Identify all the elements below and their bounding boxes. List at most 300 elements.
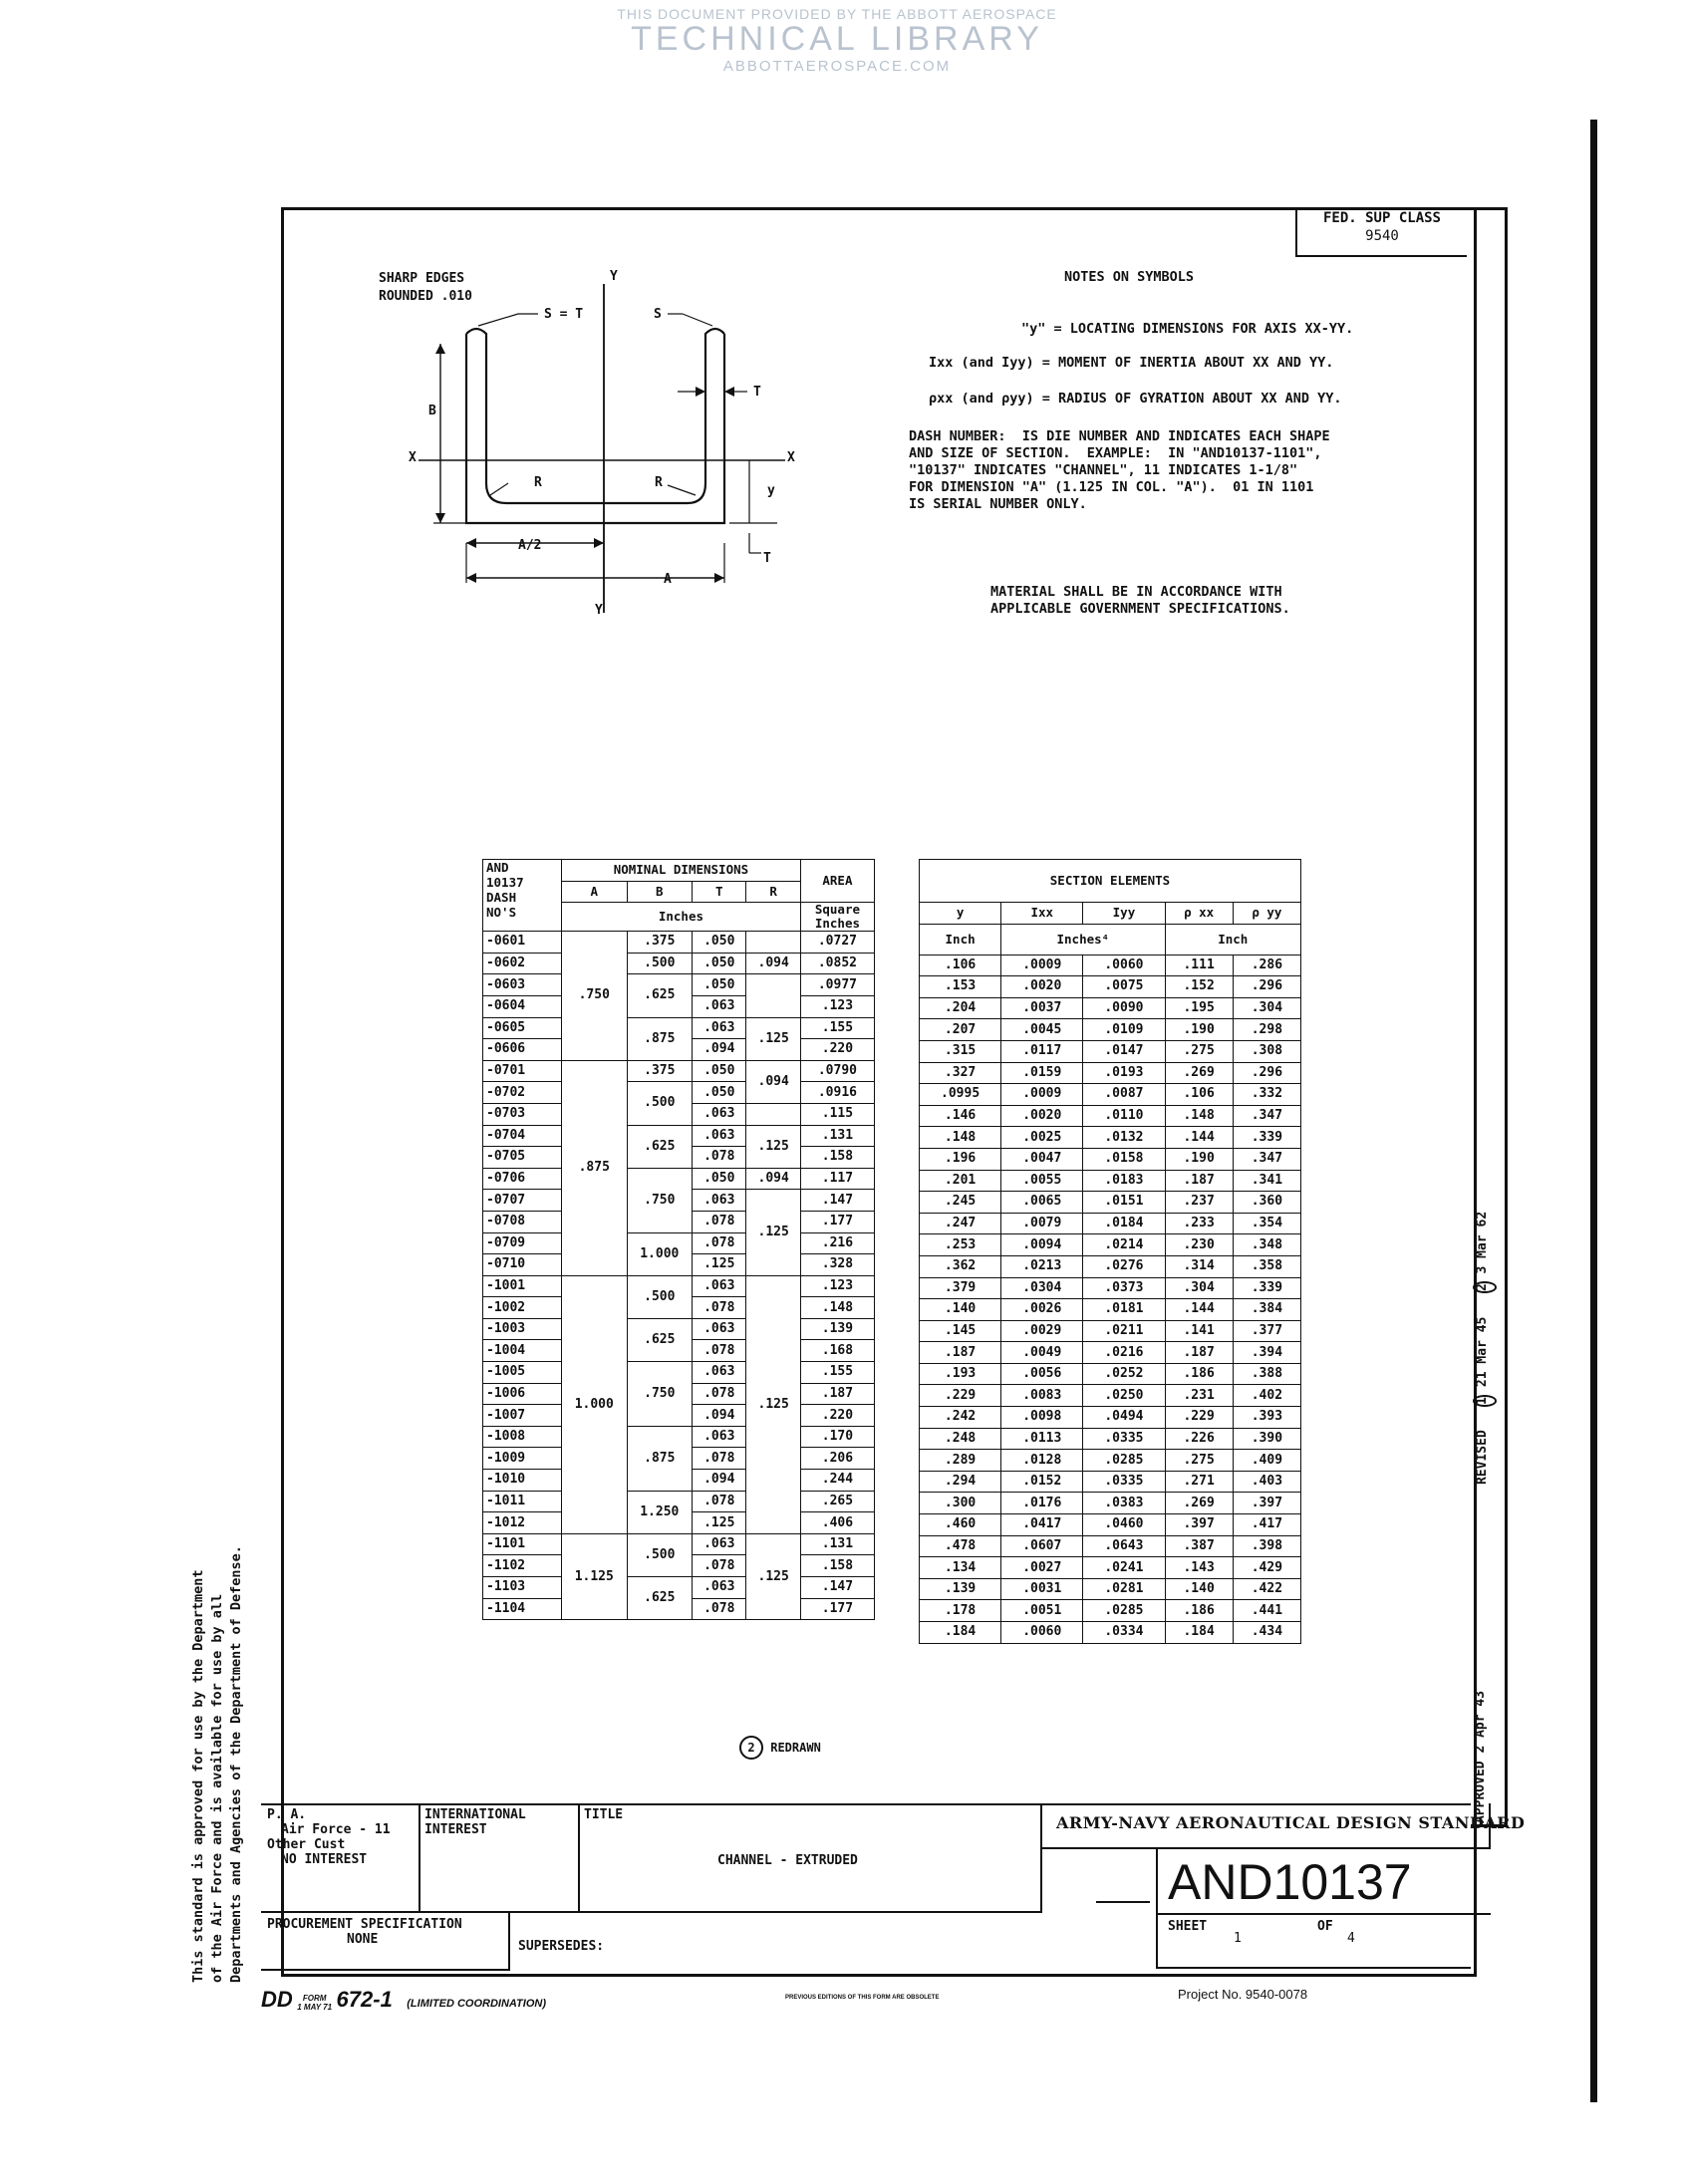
area-cell: .148 [800,1297,874,1319]
dash-number-cell: -1004 [483,1340,562,1362]
form-label: FORM [302,1993,327,2003]
left-flange-tip [466,329,486,349]
ixx-cell: .0117 [1001,1040,1083,1062]
pxx-cell: .269 [1165,1062,1233,1084]
pyy-cell: .358 [1233,1255,1300,1277]
table-row [483,1318,875,1340]
previous-editions-note: PREVIOUS EDITIONS OF THIS FORM ARE OBSOLETE [785,1995,940,2001]
dash-note-4: FOR DIMENSION "A" (1.125 IN COL. "A"). 01 IN 1101 [909,479,1314,495]
section-elements-header: SECTION ELEMENTS [920,860,1301,903]
table-row [920,1407,1301,1429]
dimension-t-cell: .078 [693,1211,746,1232]
b-header: B [627,881,693,903]
area-cell: .177 [800,1598,874,1620]
y-cell: .146 [920,1105,1001,1127]
pxx-cell: .140 [1165,1578,1233,1600]
dash-number-cell: -1001 [483,1275,562,1297]
dash-note-1: DASH NUMBER: IS DIE NUMBER AND INDICATES EACH SHAPE [909,428,1330,444]
dash-number-cell: -0604 [483,995,562,1017]
dash-number-cell: -1012 [483,1512,562,1534]
iyy-cell: .0643 [1083,1535,1165,1557]
y-cell: .134 [920,1557,1001,1579]
ixx-cell: .0065 [1001,1192,1083,1214]
fed-sup-class-value: 9540 [1365,228,1399,244]
dash-number-cell: -1005 [483,1362,562,1384]
pyy-cell: .354 [1233,1213,1300,1234]
dash-number-cell: -0704 [483,1125,562,1147]
ixx-cell: .0128 [1001,1450,1083,1472]
ixx-cell: .0026 [1001,1299,1083,1321]
dimension-t-cell: .063 [693,1275,746,1297]
redrawn-label: REDRAWN [770,1741,821,1755]
dimension-t-cell: .078 [693,1147,746,1169]
pyy-cell: .388 [1233,1363,1300,1385]
dash-number-cell: -0606 [483,1039,562,1061]
ixx-cell: .0029 [1001,1320,1083,1342]
area-cell: .155 [800,1017,874,1039]
dimension-r-cell: .094 [746,953,800,974]
dimension-t-cell: .050 [693,932,746,954]
dash-number-cell: -0701 [483,1060,562,1082]
iyy-cell: .0383 [1083,1493,1165,1514]
table-row [920,1600,1301,1622]
intl-label-2: INTEREST [424,1822,487,1837]
dd-label: DD [261,1987,293,2012]
dimension-t-cell: .063 [693,1103,746,1125]
ixx-cell: .0009 [1001,1084,1083,1106]
table-row [920,1277,1301,1299]
dimension-t-cell: .078 [693,1383,746,1405]
area-cell: .139 [800,1318,874,1340]
pxx-cell: .237 [1165,1192,1233,1214]
iyy-header: Iyy [1083,903,1165,925]
table-row [920,1450,1301,1472]
iyy-cell: .0250 [1083,1385,1165,1407]
area-cell: .187 [800,1383,874,1405]
iyy-cell: .0090 [1083,997,1165,1019]
dimension-b-cell: .500 [627,1275,693,1318]
dash-number-cell: -1006 [483,1383,562,1405]
y-cell: .140 [920,1299,1001,1321]
dimension-b-cell: 1.000 [627,1232,693,1275]
dash-number-cell: -0602 [483,953,562,974]
notes-title: NOTES ON SYMBOLS [1064,269,1195,285]
y-cell: .229 [920,1385,1001,1407]
table-row [920,1299,1301,1321]
table-row [920,1213,1301,1234]
standard-box [1040,1803,1526,1849]
area-header: AREA [800,860,874,903]
table-row [483,1533,875,1555]
pyy-cell: .441 [1233,1600,1300,1622]
dimension-r-cell: .125 [746,1533,800,1619]
area-cell: .0727 [800,932,874,954]
pxx-cell: .275 [1165,1040,1233,1062]
dimension-r-cell [746,974,800,1017]
dash-number-cell: -1104 [483,1598,562,1620]
dimension-r-cell: .094 [746,1168,800,1190]
approved-date: APPROVED 2 Apr 43 [1473,1690,1488,1823]
pxx-cell: .186 [1165,1363,1233,1385]
number-prefix-rule [1096,1901,1150,1903]
pyy-cell: .286 [1233,955,1300,976]
table-row [920,1493,1301,1514]
pyy-cell: .409 [1233,1450,1300,1472]
pyy-cell: .384 [1233,1299,1300,1321]
pa-no-interest: NO INTEREST [281,1852,368,1867]
pxx-cell: .187 [1165,1342,1233,1364]
dimension-b-cell: .625 [627,1577,693,1620]
x-label-left: X [409,450,417,465]
sheet-total: 4 [1347,1931,1355,1946]
document-number-box [1156,1847,1491,1915]
dash-number-cell: -0705 [483,1147,562,1169]
table-row [920,1557,1301,1579]
dimension-t-cell: .063 [693,995,746,1017]
sheet-label: SHEET [1168,1919,1208,1934]
y-cell: .187 [920,1342,1001,1364]
dimension-t-cell: .078 [693,1340,746,1362]
iyy-cell: .0211 [1083,1320,1165,1342]
pxx-cell: .144 [1165,1299,1233,1321]
dash-number-cell: -0708 [483,1211,562,1232]
y-cell: .289 [920,1450,1001,1472]
y-cell: .0995 [920,1084,1001,1106]
watermark-title: TECHNICAL LIBRARY [631,20,1043,58]
pyy-cell: .339 [1233,1127,1300,1149]
limited-coordination: (LIMITED COORDINATION) [407,1998,546,2010]
scan-edge-bar [1590,120,1597,2102]
revision-history [1473,1076,1497,1485]
dash-number-cell: -1003 [483,1318,562,1340]
ixx-cell: .0152 [1001,1471,1083,1493]
area-cell: .158 [800,1555,874,1577]
table-row [920,1428,1301,1450]
pxx-cell: .106 [1165,1084,1233,1106]
pxx-cell: .186 [1165,1600,1233,1622]
pxx-cell: .226 [1165,1428,1233,1450]
revision-1-marker: 1 [1473,1395,1497,1407]
pxx-cell: .271 [1165,1471,1233,1493]
sheet-number: 1 [1234,1931,1242,1946]
table-row [483,1426,875,1448]
table-row [920,1192,1301,1214]
dimension-t-cell: .050 [693,974,746,996]
area-cell: .216 [800,1232,874,1254]
area-cell: .115 [800,1103,874,1125]
iyy-cell: .0193 [1083,1062,1165,1084]
table-row [920,1535,1301,1557]
iyy-cell: .0158 [1083,1148,1165,1170]
dimension-a-cell: .750 [562,932,628,1061]
dimension-t-cell: .063 [693,1318,746,1340]
y-cell: .315 [920,1040,1001,1062]
standard-name: ARMY-NAVY AERONAUTICAL DESIGN STANDARD [1056,1813,1526,1832]
a-label: A [664,572,672,587]
fed-sup-class-box [1295,207,1467,257]
redrawn-note [739,1736,821,1760]
iyy-cell: .0109 [1083,1019,1165,1041]
table-row [920,1170,1301,1192]
t-header: T [693,881,746,903]
dash-number-cell: -1009 [483,1448,562,1470]
revised-label: REVISED [1475,1430,1490,1485]
dimension-t-cell: .050 [693,953,746,974]
iyy-cell: .0373 [1083,1277,1165,1299]
ixx-cell: .0020 [1001,976,1083,998]
ixx-cell: .0060 [1001,1622,1083,1644]
pyy-cell: .393 [1233,1407,1300,1429]
revision-2-date: 3 Mar 62 [1475,1211,1490,1274]
dash-number-cell: -1101 [483,1533,562,1555]
dimension-b-cell: 1.250 [627,1491,693,1533]
nominal-header: NOMINAL DIMENSIONS [562,860,801,882]
b-label: B [428,404,436,418]
iyy-cell: .0335 [1083,1471,1165,1493]
material-note-2: APPLICABLE GOVERNMENT SPECIFICATIONS. [990,601,1290,617]
dimension-r-cell: .125 [746,1190,800,1275]
dash-number-cell: -1008 [483,1426,562,1448]
dimension-b-cell: .500 [627,1533,693,1576]
pxx-cell: .314 [1165,1255,1233,1277]
pyy-cell: .308 [1233,1040,1300,1062]
dash-number-cell: -0709 [483,1232,562,1254]
dimension-b-cell: .375 [627,1060,693,1082]
dimension-b-cell: .625 [627,974,693,1017]
y-label-top: Y [610,269,618,284]
dimension-b-cell: .500 [627,1082,693,1125]
side-note-line2: of the Air Force and is available for use by all [209,1593,225,1983]
pxx-cell: .230 [1165,1234,1233,1256]
form-footer [261,1987,546,2013]
ixx-header: Ixx [1001,903,1083,925]
pyy-cell: .398 [1233,1535,1300,1557]
area-cell: .220 [800,1405,874,1427]
area-cell: .265 [800,1491,874,1512]
pxx-cell: .387 [1165,1535,1233,1557]
dimension-r-cell: .125 [746,1275,800,1533]
table-row [920,1105,1301,1127]
iyy-cell: .0184 [1083,1213,1165,1234]
dash-number-cell: -1102 [483,1555,562,1577]
pxx-cell: .190 [1165,1019,1233,1041]
pyy-cell: .397 [1233,1493,1300,1514]
iyy-cell: .0285 [1083,1600,1165,1622]
pxx-cell: .148 [1165,1105,1233,1127]
y-cell: .294 [920,1471,1001,1493]
area-cell: .0916 [800,1082,874,1104]
y-label-bottom: Y [595,603,603,618]
dash-note-3: "10137" INDICATES "CHANNEL", 11 INDICATES 1-1/8" [909,462,1298,478]
table-row [483,1017,875,1039]
channel-outer-outline [466,334,724,523]
procurement-box [261,1911,510,1971]
pyy-cell: .429 [1233,1557,1300,1579]
r-label-right: R [655,475,663,490]
dimension-t-cell: .063 [693,1017,746,1039]
dash-header: AND 10137 DASH NO'S [483,860,562,932]
dash-note-2: AND SIZE OF SECTION. EXAMPLE: IN "AND10137-1101", [909,445,1322,461]
table-row [483,1491,875,1512]
ixx-cell: .0047 [1001,1148,1083,1170]
dimension-b-cell: .375 [627,932,693,954]
table-row [483,1125,875,1147]
r-header: R [746,881,800,903]
dimension-t-cell: .063 [693,1533,746,1555]
pxx-cell: .231 [1165,1385,1233,1407]
area-cell: .147 [800,1577,874,1599]
iyy-cell: .0241 [1083,1557,1165,1579]
dimension-t-cell: .078 [693,1448,746,1470]
dimension-b-cell: .750 [627,1168,693,1232]
y-cell: .207 [920,1019,1001,1041]
y-cell: .106 [920,955,1001,976]
ixx-cell: .0009 [1001,955,1083,976]
pxx-header: ρ xx [1165,903,1233,925]
pxx-cell: .111 [1165,955,1233,976]
area-cell: .117 [800,1168,874,1190]
square-inches-header: Square Inches [800,903,874,932]
pyy-cell: .296 [1233,976,1300,998]
y-cell: .204 [920,997,1001,1019]
table-row [483,953,875,974]
inch-header: Inch [920,924,1001,955]
y-cell: .460 [920,1514,1001,1536]
area-cell: .0977 [800,974,874,996]
ixx-cell: .0094 [1001,1234,1083,1256]
ixx-cell: .0083 [1001,1385,1083,1407]
iyy-cell: .0460 [1083,1514,1165,1536]
pxx-cell: .269 [1165,1493,1233,1514]
pyy-cell: .332 [1233,1084,1300,1106]
watermark-line1: THIS DOCUMENT PROVIDED BY THE ABBOTT AEROSPACE [617,6,1057,22]
dimension-t-cell: .078 [693,1297,746,1319]
area-cell: .168 [800,1340,874,1362]
pyy-cell: .360 [1233,1192,1300,1214]
dimension-t-cell: .094 [693,1039,746,1061]
pxx-cell: .229 [1165,1407,1233,1429]
pyy-cell: .434 [1233,1622,1300,1644]
intl-label-1: INTERNATIONAL [424,1807,526,1822]
area-cell: .406 [800,1512,874,1534]
ixx-cell: .0113 [1001,1428,1083,1450]
ixx-cell: .0176 [1001,1493,1083,1514]
pyy-cell: .298 [1233,1019,1300,1041]
ixx-cell: .0304 [1001,1277,1083,1299]
title-label: TITLE [584,1807,624,1822]
area-cell: .0790 [800,1060,874,1082]
of-label: OF [1317,1919,1333,1934]
title-box [578,1803,1042,1913]
dash-number-cell: -0702 [483,1082,562,1104]
sheet-box [1156,1913,1471,1969]
area-cell: .328 [800,1254,874,1276]
y-cell: .245 [920,1192,1001,1214]
table-row [920,1084,1301,1106]
nominal-dimensions-table [482,859,875,1620]
dash-number-cell: -0707 [483,1190,562,1212]
table-row [920,1040,1301,1062]
note-ixx: Ixx (and Iyy) = MOMENT OF INERTIA ABOUT XX AND YY. [929,355,1334,371]
iyy-cell: .0281 [1083,1578,1165,1600]
dash-number-cell: -1002 [483,1297,562,1319]
table-row [920,1255,1301,1277]
table-row [483,1362,875,1384]
y-cell: .253 [920,1234,1001,1256]
table-row [483,974,875,996]
dimension-r-cell: .094 [746,1060,800,1103]
dimension-t-cell: .063 [693,1362,746,1384]
dimension-t-cell: .063 [693,1577,746,1599]
area-cell: .158 [800,1147,874,1169]
pxx-cell: .304 [1165,1277,1233,1299]
iyy-cell: .0151 [1083,1192,1165,1214]
area-cell: .170 [800,1426,874,1448]
ixx-cell: .0051 [1001,1600,1083,1622]
document-number: AND10137 [1168,1854,1412,1910]
table-row [920,1234,1301,1256]
pyy-cell: .394 [1233,1342,1300,1364]
table-row [920,1622,1301,1644]
iyy-cell: .0132 [1083,1127,1165,1149]
dash-number-cell: -0603 [483,974,562,996]
inch-header-2: Inch [1165,924,1300,955]
area-cell: .131 [800,1533,874,1555]
pa-air-force: Air Force - 11 [281,1822,391,1837]
channel-inner-outline [486,349,705,503]
project-number: Project No. 9540-0078 [1178,1987,1308,2002]
ixx-cell: .0159 [1001,1062,1083,1084]
iyy-cell: .0183 [1083,1170,1165,1192]
pxx-cell: .275 [1165,1450,1233,1472]
s-equals-t-label: S = T [544,307,584,322]
y-cell: .153 [920,976,1001,998]
y-cell: .478 [920,1535,1001,1557]
dimension-r-cell [746,932,800,954]
table-row [920,997,1301,1019]
iyy-cell: .0075 [1083,976,1165,998]
table-row [483,1275,875,1297]
material-note-1: MATERIAL SHALL BE IN ACCORDANCE WITH [990,584,1282,600]
area-cell: .147 [800,1190,874,1212]
a-half-label: A/2 [518,538,542,553]
ixx-cell: .0213 [1001,1255,1083,1277]
iyy-cell: .0147 [1083,1040,1165,1062]
rounded-label: ROUNDED .010 [379,289,472,304]
s-label: S [654,307,662,322]
dash-number-cell: -0703 [483,1103,562,1125]
ixx-cell: .0020 [1001,1105,1083,1127]
dimension-t-cell: .094 [693,1470,746,1492]
pyy-cell: .377 [1233,1320,1300,1342]
form-number: 672-1 [336,1987,393,2012]
approval-side-note [189,1465,246,1983]
dash-number-cell: -1103 [483,1577,562,1599]
table-row [483,1232,875,1254]
pyy-cell: .304 [1233,997,1300,1019]
sharp-edges-label: SHARP EDGES [379,271,465,286]
table-row [920,1363,1301,1385]
y-cell: .248 [920,1428,1001,1450]
iyy-cell: .0285 [1083,1450,1165,1472]
dash-number-cell: -0710 [483,1254,562,1276]
dimension-b-cell: .875 [627,1426,693,1491]
iyy-cell: .0252 [1083,1363,1165,1385]
pxx-cell: .187 [1165,1170,1233,1192]
right-flange-tip [705,329,724,349]
r-label-left: R [534,475,542,490]
ybar-label: y [767,483,775,498]
